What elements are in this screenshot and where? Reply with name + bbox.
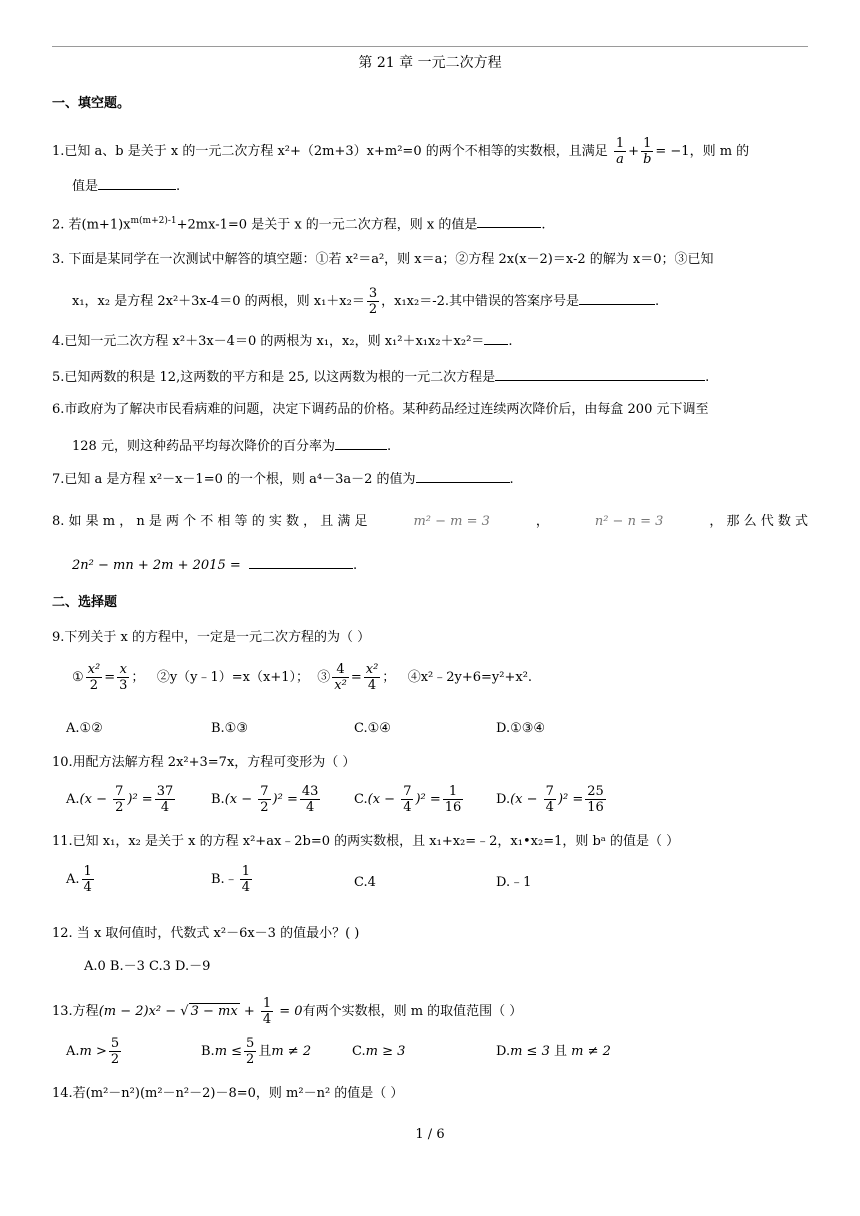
question-9: 9.下列关于 x 的方程中，一定是一元二次方程的为（ ） — [52, 630, 371, 645]
question-3: 3. 下面是某同学在一次测试中解答的填空题：①若 x²＝a²，则 x＝a；②方程 2x(x－2)＝x-2 的解为 x＝0；③已知 — [52, 252, 714, 267]
question-7: 7.已知 a 是方程 x²－x－1=0 的一个根，则 a⁴－3a－2 的值为 . — [52, 469, 808, 489]
answer-blank[interactable] — [249, 555, 353, 569]
option-a[interactable]: A. $\frac{1}{4}$ — [66, 864, 92, 895]
question-11: 11.已知 x₁，x₂ 是关于 x 的方程 x²+ax﹣2b=0 的两实数根，且 x₁+x₂=﹣2，x₁•x₂=1，则 bᵃ 的值是（ ） — [52, 834, 680, 849]
option-d[interactable]: D.(x − $\frac{7}{4}$ )² = $\frac{25}{16}$ — [496, 784, 604, 815]
question-1-cont: 值是 . — [72, 176, 808, 196]
option-c[interactable]: C.(x − $\frac{7}{4}$ )² = $\frac{1}{16}$ — [354, 784, 462, 815]
question-6: 6.市政府为了解决市民看病难的问题，决定下调药品的价格。某种药品经过连续两次降价后，由每盒 200 元下调至 — [52, 402, 709, 417]
option-a[interactable]: A.m > $\frac{5}{2}$ — [66, 1036, 120, 1067]
option-a[interactable]: A.①② — [66, 721, 103, 736]
header-rule — [52, 46, 808, 47]
question-13: 13.方程(m − 2)x² − √ 3 − mx + $\frac{1}{4}$ = 0有两个实数根，则 m 的取值范围（ ） — [52, 996, 523, 1027]
answer-blank[interactable] — [484, 331, 508, 345]
question-10: 10.用配方法解方程 2x²+3=7x，方程可变形为（ ） — [52, 755, 356, 770]
question-8-cont: 2n² − mn + 2m + 2015 = . — [72, 555, 808, 575]
fraction-1-over-a: $\frac{1}{a}$ — [615, 136, 625, 167]
condition-m: m² − m = 3 — [413, 514, 490, 529]
option-c[interactable]: C.①④ — [354, 721, 391, 736]
option-b[interactable]: B.﹣ $\frac{1}{4}$ — [211, 864, 250, 895]
option-b[interactable]: B.m ≤ $\frac{5}{2}$ 且m ≠ 2 — [201, 1036, 312, 1067]
option-b[interactable]: B.(x − $\frac{7}{2}$ )² = $\frac{43}{4}$ — [211, 784, 319, 815]
section-heading-fill-blank: 一、填空题。 — [52, 96, 131, 111]
sqrt-term: 3 − mx — [190, 1004, 238, 1019]
question-4: 4.已知一元二次方程 x²＋3x－4＝0 的两根为 x₁，x₂，则 x₁²＋x₁x₂＋x₂²＝ . — [52, 331, 808, 351]
section-heading-choice: 二、选择题 — [52, 595, 118, 610]
answer-blank[interactable] — [477, 214, 541, 228]
question-12: 12. 当 x 取何值时，代数式 x²－6x－3 的值最小？( ) — [52, 926, 360, 941]
question-12-options[interactable]: A.0 B.－3 C.3 D.－9 — [84, 959, 211, 974]
doc-title: 第 21 章 一元二次方程 — [358, 55, 502, 71]
question-8: 8. 如 果 m ， n 是 两 个 不 相 等 的 实 数 ， 且 满 足 m² − m = 3 ， n² − n = 3 ， 那 么 代 数 式 — [52, 514, 808, 529]
question-3-cont: x₁，x₂ 是方程 2x²＋3x-4＝0 的两根，则 x₁＋x₂＝ $\frac{3}{2}$ ，x₁x₂＝-2.其中错误的答案序号是 . — [72, 286, 660, 317]
question-9-items: ① $\frac{\text{x²}}{2}$ = $\frac{x}{3}$ ； ②y（y﹣1）=x（x+1）； ③ $\frac{4}{\text{x²}}$ = $\frac{\text{x²}}{4}$ ； ④x²﹣2y+6=y²+x². — [72, 662, 533, 693]
answer-blank[interactable] — [98, 176, 176, 190]
page-number: 1 / 6 — [415, 1127, 445, 1142]
option-d[interactable]: D.①③④ — [496, 721, 546, 736]
question-6-cont: 128 元，则这种药品平均每次降价的百分率为 . — [72, 436, 808, 456]
option-c[interactable]: C.m ≥ 3 — [352, 1044, 406, 1059]
answer-blank[interactable] — [579, 291, 655, 305]
option-c[interactable]: C.4 — [354, 875, 376, 890]
fraction-3-over-2: $\frac{3}{2}$ — [368, 286, 378, 317]
answer-blank[interactable] — [335, 436, 387, 450]
question-2: 2. 若$(m+1)x^{m(m+2)-1}+2mx-1=0$ 是关于 x 的一元二次方程，则 x 的值是 . — [52, 216, 546, 233]
question-5: 5.已知两数的积是 12,这两数的平方和是 25, 以这两数为根的一元二次方程是 . — [52, 367, 808, 387]
option-a[interactable]: A.(x − $\frac{7}{2}$ )² = $\frac{37}{4}$ — [66, 784, 174, 815]
answer-blank[interactable] — [495, 367, 705, 381]
question-1: 1.已知 a、b 是关于 x 的一元二次方程 x²+（2m+3）x+m²=0 的两个不相等的实数根，且满足 $\frac{1}{a}$ + $\frac{1}{b}$ = −1，则 m 的 — [52, 136, 750, 167]
answer-blank[interactable] — [416, 469, 510, 483]
fraction-1-over-b: $\frac{1}{b}$ — [643, 136, 652, 167]
option-b[interactable]: B.①③ — [211, 721, 248, 736]
question-14: 14.若(m²－n²)(m²－n²－2)－8=0，则 m²－n² 的值是（ ） — [52, 1086, 404, 1101]
condition-n: n² − n = 3 — [594, 514, 664, 529]
option-d[interactable]: D.﹣1 — [496, 875, 532, 890]
option-d[interactable]: D.m ≤ 3 且 m ≠ 2 — [496, 1044, 611, 1059]
